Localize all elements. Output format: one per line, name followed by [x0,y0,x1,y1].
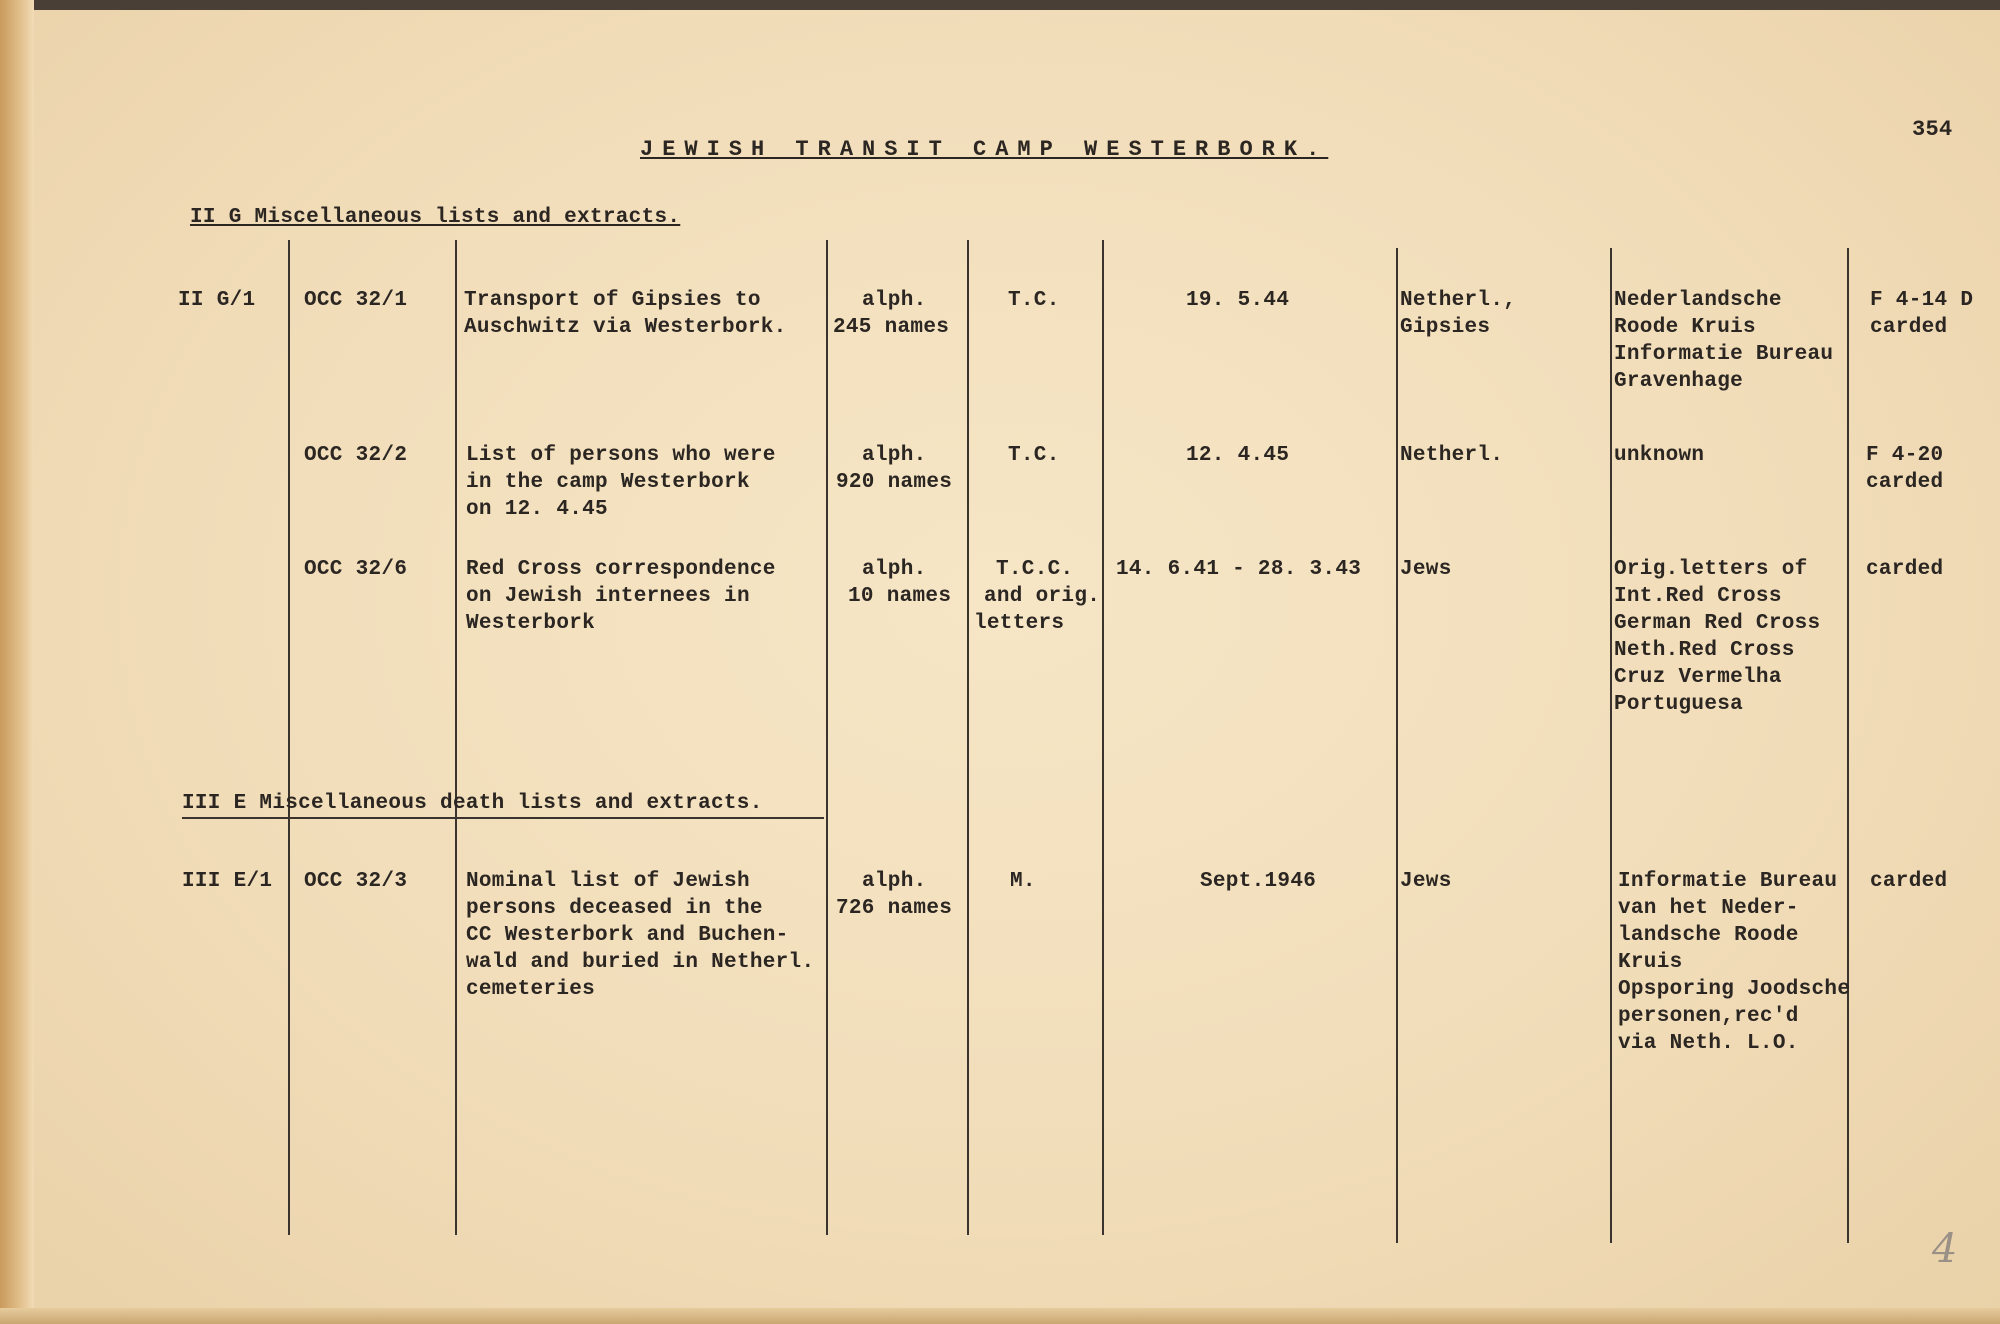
row-date: Sept.1946 [1200,870,1317,893]
row-date: 12. 4.45 [1186,444,1290,467]
row-type-line: T.C. [1008,289,1060,312]
column-rule-4 [967,240,969,1235]
row-arrangement-line: 10 names [848,585,952,608]
row-source-line: German Red Cross [1614,612,1821,635]
row-description-line: Transport of Gipsies to [464,289,761,312]
row-description-line: Nominal list of Jewish [466,870,750,893]
row-source-line: Kruis [1618,951,1683,974]
pencil-mark: 4 [1932,1226,1958,1272]
row-description-line: cemeteries [466,978,596,1001]
row-source-line: van het Neder- [1618,897,1799,920]
row-arrangement-line: 726 names [836,897,953,920]
row-status-line: carded [1866,471,1944,494]
row-status-line: carded [1866,558,1944,581]
row-source-line: via Neth. L.O. [1618,1032,1799,1055]
column-rule-7 [1610,248,1612,1243]
column-rule-5 [1102,240,1104,1235]
row-description-line: persons deceased in the [466,897,763,920]
row-status-line: F 4-14 D [1870,289,1974,312]
scan-left-edge [0,0,34,1324]
row-group-line: Netherl., [1400,289,1517,312]
row-description-line: wald and buried in Netherl. [466,951,815,974]
row-file: OCC 32/1 [304,289,408,312]
row-file: OCC 32/3 [304,870,408,893]
row-source-line: Portuguesa [1614,693,1744,716]
row-source-line: unknown [1614,444,1705,467]
row-arrangement-line: alph. [862,558,927,581]
row-type-line: T.C.C. [996,558,1074,581]
row-group-line: Netherl. [1400,444,1504,467]
section-heading-iii-e: III E Miscellaneous death lists and extracts. [182,792,763,815]
scan-top-edge [0,0,2000,10]
row-arrangement-line: alph. [862,444,927,467]
row-arrangement-line: 920 names [836,471,953,494]
scan-bottom-edge [0,1308,2000,1324]
row-file: OCC 32/2 [304,444,408,467]
row-group-line: Jews [1400,870,1452,893]
row-group-line: Jews [1400,558,1452,581]
row-status-line: carded [1870,316,1948,339]
row-source-line: Neth.Red Cross [1614,639,1795,662]
row-source-line: Roode Kruis [1614,316,1756,339]
row-date: 19. 5.44 [1186,289,1290,312]
row-description-line: on Jewish internees in [466,585,750,608]
row-type-line: T.C. [1008,444,1060,467]
row-source-line: Cruz Vermelha [1614,666,1782,689]
row-source-line: Int.Red Cross [1614,585,1782,608]
row-description-line: Red Cross correspondence [466,558,776,581]
page-title: JEWISH TRANSIT CAMP WESTERBORK. [640,137,1329,162]
row-description-line: on 12. 4.45 [466,498,608,521]
row-description-line: Auschwitz via Westerbork. [464,316,787,339]
page-number: 354 [1912,117,1953,142]
column-rule-1 [288,240,290,1235]
row-arrangement-line: alph. [862,289,927,312]
row-type-line: letters [974,612,1065,635]
row-type-line: M. [1010,870,1036,893]
section-heading-underline [182,817,824,819]
row-description-line: CC Westerbork and Buchen- [466,924,789,947]
row-source-line: personen,rec'd [1618,1005,1799,1028]
row-source-line: Gravenhage [1614,370,1744,393]
row-arrangement-line: alph. [862,870,927,893]
row-description-line: in the camp Westerbork [466,471,750,494]
row-date: 14. 6.41 - 28. 3.43 [1116,558,1362,581]
section-heading-ii-g: II G Miscellaneous lists and extracts. [190,206,681,229]
row-ref: II G/1 [178,289,256,312]
row-group-line: Gipsies [1400,316,1491,339]
row-file: OCC 32/6 [304,558,408,581]
row-description-line: Westerbork [466,612,596,635]
row-source-line: landsche Roode [1618,924,1799,947]
row-status-line: F 4-20 [1866,444,1944,467]
row-source-line: Nederlandsche [1614,289,1782,312]
row-source-line: Informatie Bureau [1614,343,1834,366]
row-type-line: and orig. [984,585,1101,608]
column-rule-8 [1847,248,1849,1243]
row-arrangement-line: 245 names [833,316,950,339]
row-source-line: Opsporing Joodsche [1618,978,1851,1001]
row-status-line: carded [1870,870,1948,893]
column-rule-3 [826,240,828,1235]
row-description-line: List of persons who were [466,444,776,467]
column-rule-2 [455,240,457,1235]
row-ref: III E/1 [182,870,273,893]
column-rule-6 [1396,248,1398,1243]
row-source-line: Orig.letters of [1614,558,1808,581]
row-source-line: Informatie Bureau [1618,870,1838,893]
